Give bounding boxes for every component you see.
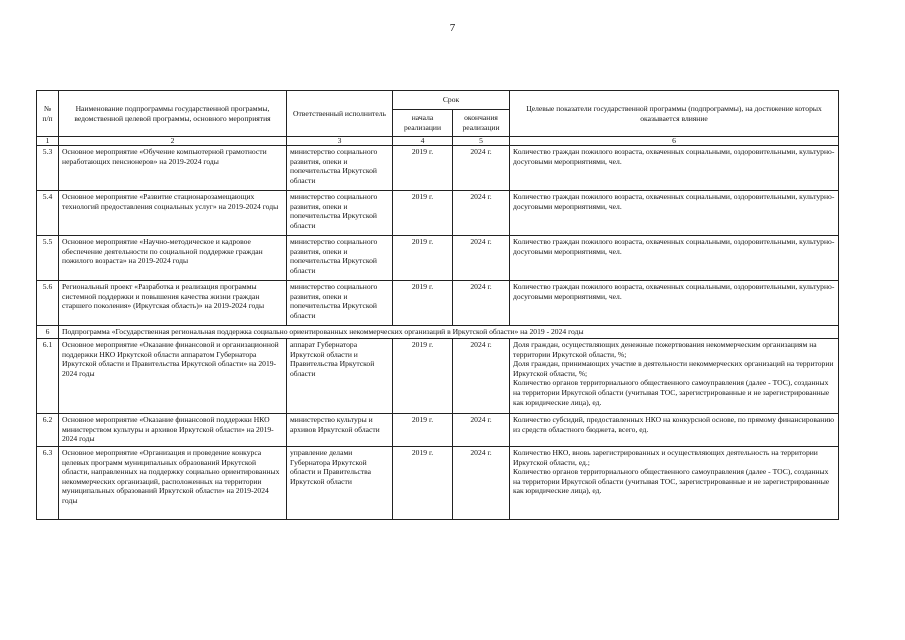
row-start: 2019 г. <box>393 414 453 447</box>
header-number: № п/п <box>37 91 59 137</box>
target-line: Количество НКО, вновь зарегистрированных и осуществляющих деятельность на территории Иркутской области, ед.; <box>513 448 818 467</box>
row-target <box>510 146 839 191</box>
row-executor: министерство социального развития, опеки и попечительства Иркутской области <box>287 191 393 236</box>
column-number: 4 <box>393 137 453 146</box>
table-row <box>37 191 839 236</box>
row-name: Региональный проект «Разработка и реализация программы системной поддержки и повышения качества жизни граждан старшего поколения» (Иркутская область)» на 2019-2024 годы <box>59 281 287 326</box>
row-start: 2019 г. <box>393 236 453 281</box>
table-row <box>37 339 839 414</box>
header-row <box>37 91 839 110</box>
header-target: Целевые показатели государственной программы (подпрограммы), на достижение которых оказывается влияние <box>510 91 839 137</box>
row-executor: министерство социального развития, опеки и попечительства Иркутской области <box>287 281 393 326</box>
table-row <box>37 236 839 281</box>
row-end: 2024 г. <box>453 236 510 281</box>
row-executor: министерство культуры и архивов Иркутской области <box>287 414 393 447</box>
row-executor: управление делами Губернатора Иркутской области и Правительства Иркутской области <box>287 447 393 520</box>
row-name: Основное мероприятие «Оказание финансовой поддержки НКО министерством культуры и архивов Иркутской области» на 2019-2024 годы <box>59 414 287 447</box>
header-name: Наименование подпрограммы государственной программы, ведомственной целевой программы, основного мероприятия <box>59 91 287 137</box>
row-executor: аппарат Губернатора Иркутской области и Правительства Иркутской области <box>287 339 393 414</box>
row-end: 2024 г. <box>453 447 510 520</box>
header-executor: Ответственный исполнитель <box>287 91 393 137</box>
program-table <box>36 90 839 520</box>
row-number: 6.2 <box>37 414 59 447</box>
table-row <box>37 281 839 326</box>
column-number: 3 <box>287 137 393 146</box>
subprogram-number: 6 <box>37 326 59 339</box>
column-number: 2 <box>59 137 287 146</box>
row-number: 6.1 <box>37 339 59 414</box>
row-target <box>510 191 839 236</box>
row-start: 2019 г. <box>393 146 453 191</box>
column-number: 6 <box>510 137 839 146</box>
target-line: Количество граждан пожилого возраста, охваченных социальными, оздоровительными, культурно-досуговыми мероприятиями, чел. <box>513 147 835 166</box>
header-term: Срок <box>393 91 510 110</box>
row-end: 2024 г. <box>453 146 510 191</box>
row-end: 2024 г. <box>453 414 510 447</box>
row-name: Основное мероприятие «Научно-методическое и кадровое обеспечение деятельности по социальной поддержке граждан пожилого возраста» на 2019-2024 годы <box>59 236 287 281</box>
row-end: 2024 г. <box>453 339 510 414</box>
target-line: Количество граждан пожилого возраста, охваченных социальными, оздоровительными, культурно-досуговыми мероприятиями, чел. <box>513 237 835 256</box>
header-end: окончания реализации <box>453 110 510 137</box>
row-target <box>510 281 839 326</box>
target-line: Доля граждан, принимающих участие в деятельности некоммерческих организаций на территории Иркутской области, %; <box>513 359 834 378</box>
target-line: Количество граждан пожилого возраста, охваченных социальными, оздоровительными, культурно-досуговыми мероприятиями, чел. <box>513 282 835 301</box>
column-number: 5 <box>453 137 510 146</box>
row-start: 2019 г. <box>393 447 453 520</box>
column-numbers-row <box>37 137 839 146</box>
row-target <box>510 339 839 414</box>
row-target <box>510 236 839 281</box>
table-row <box>37 414 839 447</box>
target-line: Доля граждан, осуществляющих денежные пожертвования некоммерческим организациям на территории Иркутской области, %; <box>513 340 817 359</box>
table-row <box>37 447 839 520</box>
row-number: 6.3 <box>37 447 59 520</box>
row-start: 2019 г. <box>393 191 453 236</box>
row-name: Основное мероприятие «Оказание финансовой и организационной поддержки НКО Иркутской области аппаратом Губернатора Иркутской области и Правительства Иркутской области» на 2019-2024 годы <box>59 339 287 414</box>
row-end: 2024 г. <box>453 191 510 236</box>
row-number: 5.6 <box>37 281 59 326</box>
row-number: 5.3 <box>37 146 59 191</box>
row-start: 2019 г. <box>393 339 453 414</box>
target-line: Количество органов территориального общественного самоуправления (далее - ТОС), созданных на территории Иркутской области (учитывая ТОС, зарегистрированные и не зарегистрированные как юридические лица), ед. <box>513 467 830 496</box>
target-line: Количество граждан пожилого возраста, охваченных социальными, оздоровительными, культурно-досуговыми мероприятиями, чел. <box>513 192 835 211</box>
row-number: 5.5 <box>37 236 59 281</box>
column-number: 1 <box>37 137 59 146</box>
row-name: Основное мероприятие «Организация и проведение конкурса целевых программ муниципальных образований Иркутской области, направленных на поддержку социально ориентированных некоммерческих организаций, расположенных на территории муниципальных образований Иркутской области» на 2019-2024 годы <box>59 447 287 520</box>
target-line: Количество органов территориального общественного самоуправления (далее - ТОС), созданных на территории Иркутской области (учитывая ТОС, зарегистрированные и не зарегистрированные как юридические лица), ед. <box>513 378 830 407</box>
row-end: 2024 г. <box>453 281 510 326</box>
row-start: 2019 г. <box>393 281 453 326</box>
row-name: Основное мероприятие «Развитие стационарозамещающих технологий предоставления социальных услуг» на 2019-2024 годы <box>59 191 287 236</box>
header-start: начала реализации <box>393 110 453 137</box>
row-name: Основное мероприятие «Обучение компьютерной грамотности неработающих пенсионеров» на 2019-2024 годы <box>59 146 287 191</box>
page-number: 7 <box>449 22 456 34</box>
row-number: 5.4 <box>37 191 59 236</box>
row-target <box>510 447 839 520</box>
target-line: Количество субсидий, предоставленных НКО на конкурсной основе, по прямому финансированию из средств областного бюджета, всего, ед. <box>513 415 835 434</box>
subprogram-row <box>37 326 839 339</box>
row-target <box>510 414 839 447</box>
row-executor: министерство социального развития, опеки и попечительства Иркутской области <box>287 236 393 281</box>
row-executor: министерство социального развития, опеки и попечительства Иркутской области <box>287 146 393 191</box>
subprogram-title: Подпрограмма «Государственная региональная поддержка социально ориентированных некоммерческих организаций в Иркутской области» на 2019 - 2024 годы <box>59 326 839 339</box>
table-row <box>37 146 839 191</box>
